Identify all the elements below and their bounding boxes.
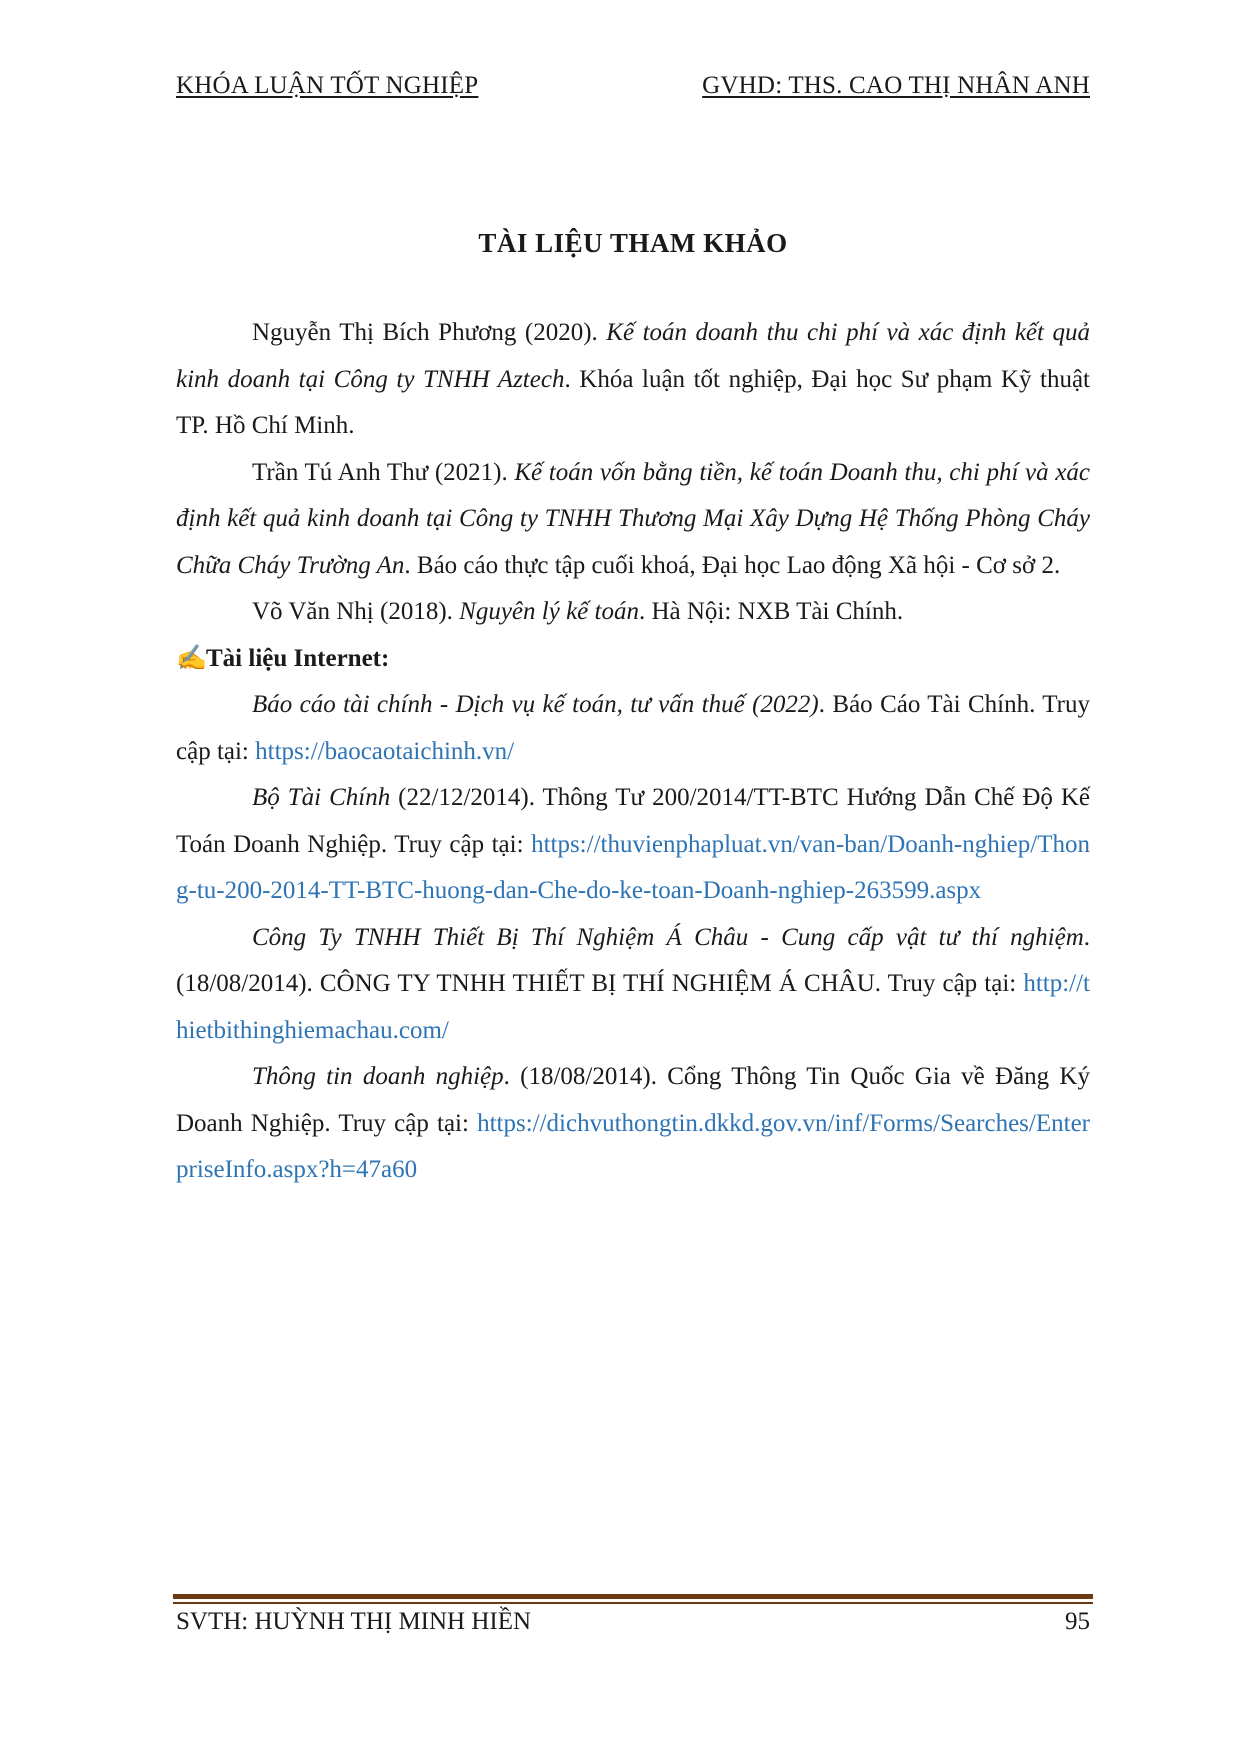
reference-item — [176, 310, 1090, 450]
reference-link[interactable]: http://thietbithinghiemachau.com/ — [176, 970, 1090, 1044]
reference-item — [176, 589, 1090, 636]
reference-source: . Khóa luận tốt nghiệp, Đại học Sư phạm Kỹ thuật TP. Hồ Chí Minh. — [176, 365, 1091, 439]
writing-hand-icon: ✍ — [176, 644, 208, 672]
internet-reference-item — [176, 915, 1090, 1055]
reference-source: . (18/08/2014). Cổng Thông Tin Quốc Gia về Đăng Ký Doanh Nghiệp. Truy cập tại: — [176, 1063, 1090, 1137]
internet-reference-item — [176, 1054, 1090, 1194]
internet-reference-item — [176, 682, 1090, 775]
reference-link[interactable]: https://thuvienphapluat.vn/van-ban/Doanh-nghiep/Thong-tu-200-2014-TT-BTC-huong-dan-Che-do-ke-toan-Doanh-nghiep-263599.aspx — [176, 830, 1090, 904]
reference-source: . Báo cáo thực tập cuối khoá, Đại học Lao động Xã hội - Cơ sở 2. — [404, 551, 1061, 579]
internet-section-heading — [176, 636, 1090, 683]
reference-source: . (18/08/2014). CÔNG TY TNHH THIẾT BỊ THÍ NGHIỆM Á CHÂU. Truy cập tại: — [176, 923, 1090, 997]
reference-author-year: Võ Văn Nhị (2018). — [252, 598, 460, 625]
reference-link[interactable]: https://baocaotaichinh.vn/ — [255, 737, 515, 765]
page-number: 95 — [1065, 1608, 1090, 1635]
reference-author-year: Nguyễn Thị Bích Phương (2020). — [252, 319, 607, 346]
reference-title: Kế toán vốn bằng tiền, kế toán Doanh thu, chi phí và xác định kết quả kinh doanh tại Công ty TNHH Thương Mại Xây Dựng Hệ Thống Phòng Cháy Chữa Cháy Trường An — [176, 458, 1090, 579]
footer-student-label: SVTH: HUỲNH THỊ MINH HIỀN — [176, 1608, 532, 1635]
reference-source: (22/12/2014). Thông Tư 200/2014/TT-BTC Hướng Dẫn Chế Độ Kế Toán Doanh Nghiệp. Truy cập tại: — [176, 784, 1091, 858]
page-title: TÀI LIỆU THAM KHẢO — [478, 228, 788, 258]
reference-title: Thông tin doanh nghiệp — [252, 1063, 504, 1090]
reference-source: . Hà Nội: NXB Tài Chính. — [638, 598, 904, 625]
reference-title: Công Ty TNHH Thiết Bị Thí Nghiệm Á Châu - Cung cấp vật tư thí nghiệm — [252, 923, 1084, 951]
footer-rule-thick — [173, 1594, 1093, 1599]
header-advisor-label: GVHD: THS. CAO THỊ NHÂN ANH — [702, 72, 1090, 99]
reference-title: Nguyên lý kế toán — [459, 598, 639, 625]
internet-reference-item — [176, 775, 1090, 915]
header-thesis-label: KHÓA LUẬN TỐT NGHIỆP — [176, 72, 479, 99]
page-footer — [176, 1608, 1090, 1636]
reference-list — [176, 310, 1090, 1194]
page-header — [176, 72, 1090, 100]
reference-title: Kế toán doanh thu chi phí và xác định kết quả kinh doanh tại Công ty TNHH Aztech — [176, 319, 1090, 393]
reference-item — [176, 450, 1090, 590]
internet-section-label: Tài liệu Internet: — [206, 644, 390, 672]
reference-title: Báo cáo tài chính - Dịch vụ kế toán, tư vấn thuế (2022) — [252, 691, 819, 718]
reference-author-year: Trần Tú Anh Thư (2021). — [252, 458, 515, 486]
footer-rule-thin — [173, 1602, 1093, 1604]
reference-source: . Báo Cáo Tài Chính. Truy cập tại: — [176, 691, 1091, 765]
reference-link[interactable]: https://dichvuthongtin.dkkd.gov.vn/inf/Forms/Searches/EnterpriseInfo.aspx?h=47a60 — [176, 1109, 1090, 1183]
reference-title: Bộ Tài Chính — [252, 784, 391, 811]
